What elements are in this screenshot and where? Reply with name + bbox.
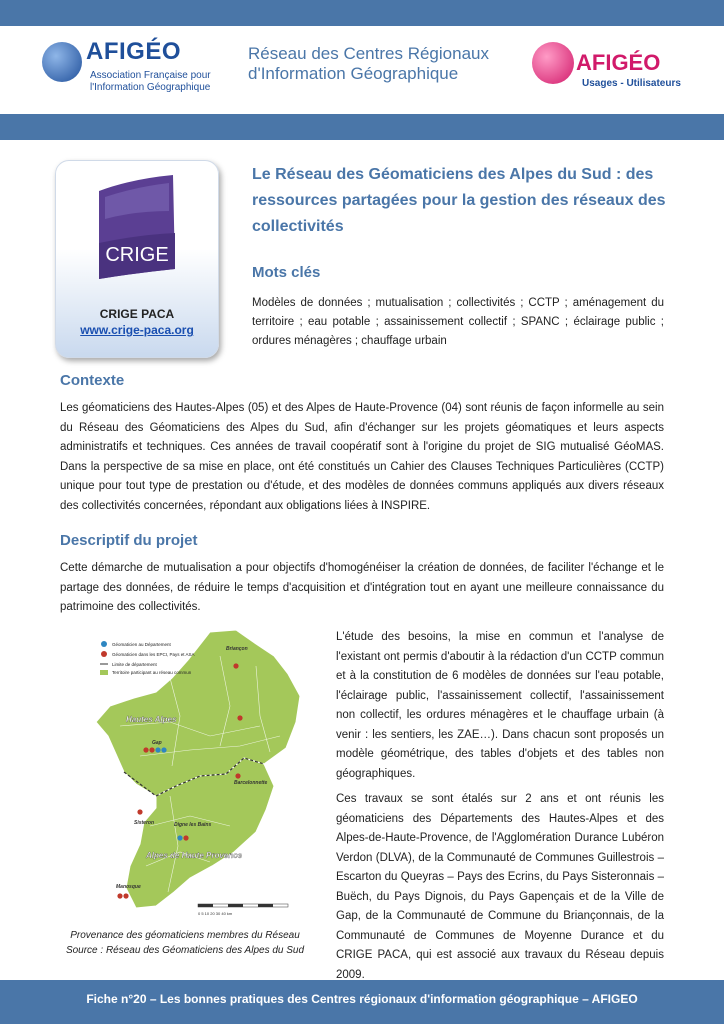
crige-logo — [91, 173, 181, 283]
crige-card — [55, 160, 219, 358]
page-header — [0, 26, 724, 116]
keywords-heading: Mots clés — [252, 264, 321, 281]
header-bottom-band — [0, 114, 724, 140]
right-column-para2: Ces travaux se sont étalés sur 2 ans et ont réunis les géomaticiens des Départements des Hautes-Alpes et des Alpes-de-Haute-Provence, de l'Agglomération Durance Lubéron Verdon (DLVA), de la Communauté de Communes Guillestrois – Escarton du Queyras – Pays des Ecrins, du Pays Sisteronnais – Buëch, du Pays Dignois, du Pays Gapençais et de la Ville de Gap, de la Communauté de Commune du Briançonnais, de la Communauté de Communes de Moyenne Durance et du CRIGE PACA, qui est associé aux travaux du Réseau depuis 2009. — [336, 793, 664, 981]
afigeo-logo — [42, 38, 212, 104]
map-figure — [60, 626, 310, 922]
legend-item: Géomaticien au Département — [112, 642, 171, 647]
marker-epci — [235, 773, 240, 778]
network-map — [60, 626, 310, 922]
globe-icon — [42, 42, 82, 82]
afigeo-usages-logo — [532, 38, 692, 104]
crige-logo-text: CRIGE — [105, 244, 169, 266]
marker-epci — [143, 747, 148, 752]
marker-epci — [137, 809, 142, 814]
map-label-hautes-alpes: Hautes Alpes — [126, 715, 177, 724]
marker-epci — [233, 663, 238, 668]
header-title-line2: d'Information Géographique — [248, 64, 459, 83]
descriptif-text: Cette démarche de mutualisation a pour objectifs d'homogénéiser la création de données, de faciliter l'échange et le partage des données, de réduire le temps d'acquisition et d'intégration tout en ayant une meilleure connaissance du patrimoine des collectivités. — [60, 562, 664, 613]
afigeo-logo-brand: AFIGÉO — [86, 38, 182, 65]
marker-epci — [149, 747, 154, 752]
globe-icon — [532, 42, 574, 84]
map-label-manosque: Manosque — [116, 884, 141, 890]
legend-item: Limite de département — [112, 662, 157, 667]
page-title: Le Réseau des Géomaticiens des Alpes du Sud : des ressources partagées pour la gestion des réseaux des collectivités — [252, 166, 666, 235]
map-label-gap: Gap — [152, 740, 162, 746]
map-label-sisteron: Sisteron — [134, 820, 155, 826]
crige-website-link[interactable]: www.crige-paca.org — [80, 323, 194, 337]
afigeo-logo-line1: Association Française pour — [90, 70, 211, 81]
keywords-text: Modèles de données ; mutualisation ; collectivités ; CCTP ; aménagement du territoire ; eau potable ; assainissement collectif ; SPANC ; éclairage public ; ordures ménagères ; chauffage urbain — [252, 297, 664, 347]
afigeo-usages-brand: AFIGÉO — [576, 50, 661, 75]
right-column-para1: L'étude des besoins, la mise en commun et l'analyse de l'existant ont permis d'aboutir à la rédaction d'un CCTP commun et à la constitution de 6 modèles de données sur l'eau potable, l'éclairage public, l'assainissement collectif, l'assainissement non collectif, les ordures ménagères et le chauffage urbain (à venir : les sentiers, les ZAE…). Dans chacun sont proposés un modèle géométrique, des tables d'objets et des tables non géographiques. — [336, 631, 664, 780]
marker-epci — [183, 835, 188, 840]
contexte-text: Les géomaticiens des Hautes-Alpes (05) et des Alpes de Haute-Provence (04) sont réunis de façon informelle au sein du Réseau des Géomaticiens des Alpes du Sud, afin d'échanger sur les projets géomatiques et leurs aspects administratifs et techniques. Ces années de travail coopératif sont à l'origine du projet de SIG mutualisé GéoMAS. Dans la perspective de sa mise en place, ont été constitués un Cahier des Clauses Techniques Particulières (CCTP) unique pour tout type de prestation ou d'étude, et des modèles de données communs appliqués aux divers réseaux des collectivités concernées, répondant aux obligations liées à INSPIRE. — [60, 402, 664, 512]
scale-label: 0 5 10 20 30 40 km — [198, 911, 233, 916]
marker-department — [161, 747, 166, 752]
marker-epci — [237, 715, 242, 720]
afigeo-usages-subtitle: Usages - Utilisateurs — [582, 78, 681, 89]
marker-epci — [123, 893, 128, 898]
crige-name: CRIGE PACA — [99, 307, 175, 321]
marker-department — [155, 747, 160, 752]
header-title — [248, 44, 508, 84]
page-footer — [0, 980, 724, 1024]
map-label-ahp: Alpes de Haute Provence — [146, 851, 243, 860]
map-caption-line1: Provenance des géomaticiens membres du Réseau — [70, 930, 300, 941]
descriptif-heading: Descriptif du projet — [60, 532, 198, 549]
legend-item: Géomaticien dans les EPCI, Pays et ASA — [112, 652, 195, 657]
footer-text: Fiche n°20 – Les bonnes pratiques des Centres régionaux d'information géographique – AFIGEO — [86, 992, 638, 1006]
map-label-briancon: Briançon — [226, 646, 248, 652]
map-label-barcelonnette: Barcelonnette — [234, 780, 268, 786]
map-label-digne: Digne les Bains — [174, 822, 212, 828]
map-caption — [60, 928, 310, 958]
contexte-heading: Contexte — [60, 372, 125, 389]
marker-epci — [117, 893, 122, 898]
header-title-line1: Réseau des Centres Régionaux — [248, 44, 489, 63]
marker-department — [177, 835, 182, 840]
top-color-band — [0, 0, 724, 26]
afigeo-logo-line2: l'Information Géographique — [90, 82, 211, 93]
map-caption-line2: Source : Réseau des Géomaticiens des Alpes du Sud — [65, 945, 305, 956]
legend-item: Territoire participant au réseau commun — [112, 670, 192, 675]
